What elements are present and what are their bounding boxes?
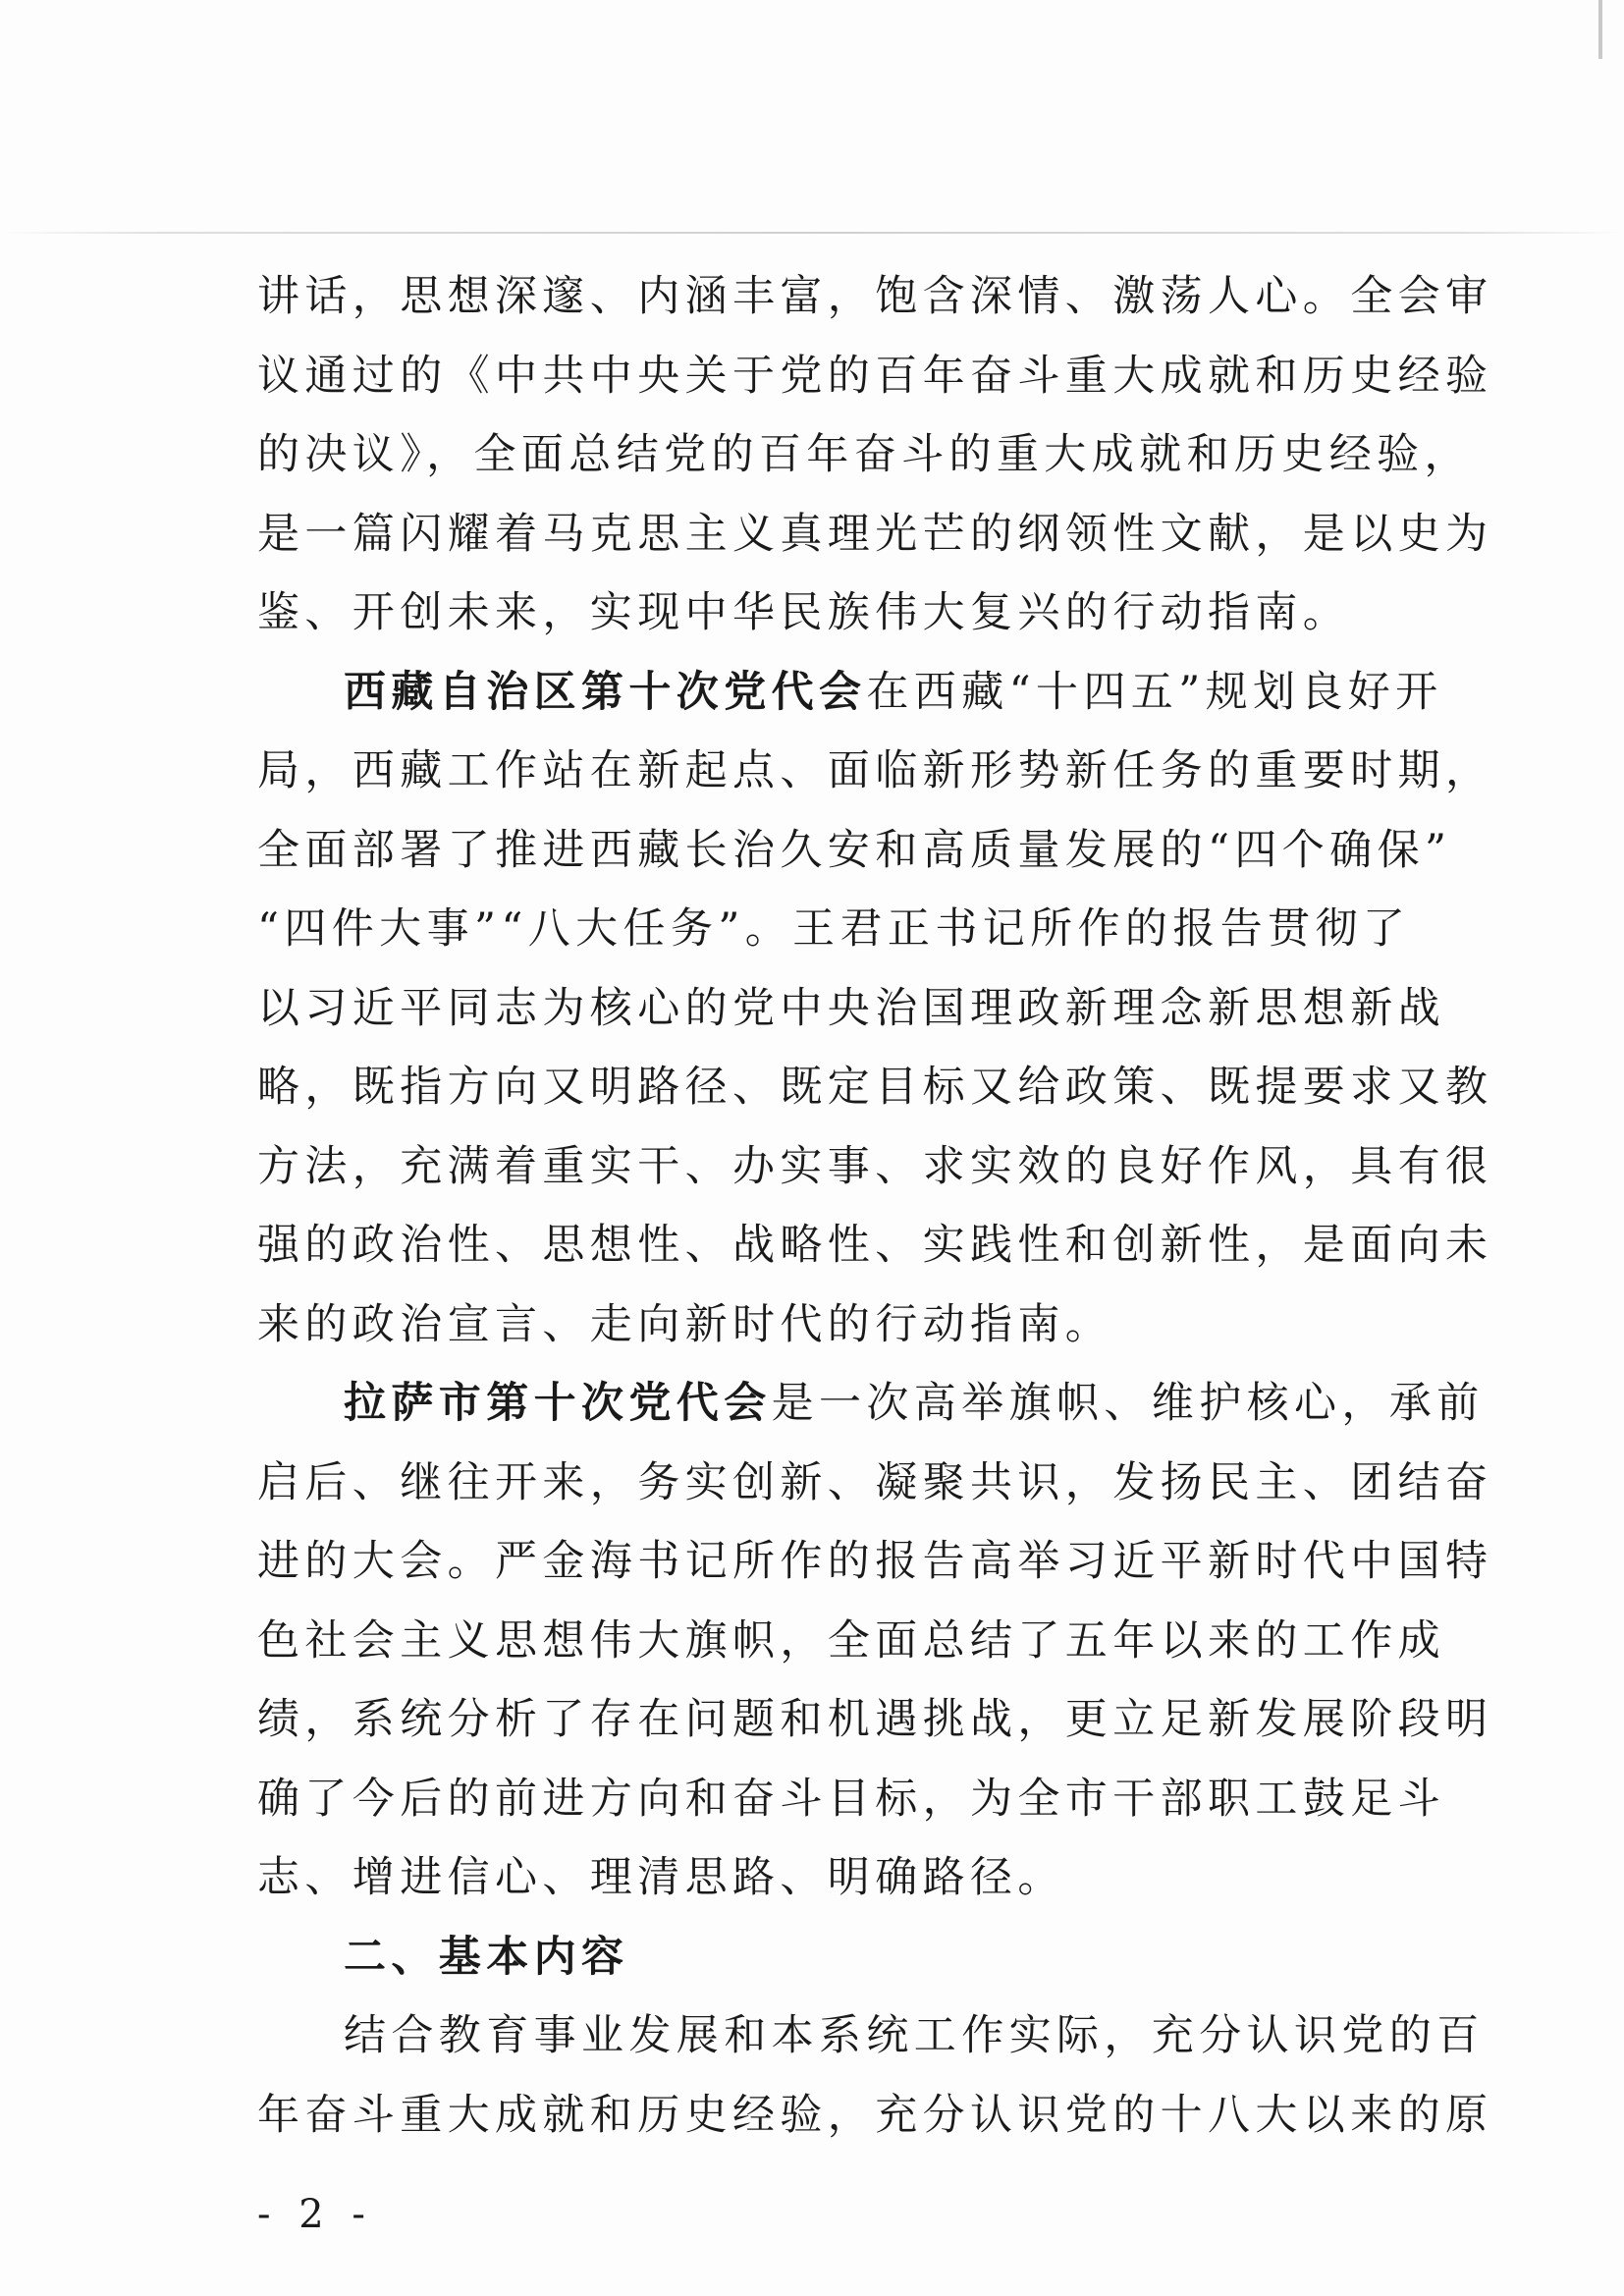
body-line: 全面部署了推进西藏长治久安和高质量发展的“四个确保” (257, 825, 1452, 875)
body-line: 以习近平同志为核心的党中央治国理政新理念新思想新战 (257, 983, 1445, 1033)
body-line: 强的政治性、思想性、战略性、实践性和创新性，是面向未 (257, 1221, 1493, 1270)
xizang-first-line-text: 在西藏“十四五”规划良好开 (866, 667, 1443, 717)
body-line: 志、增进信心、理清思路、明确路径。 (257, 1853, 1065, 1902)
body-line: 来的政治宣言、走向新时代的行动指南。 (257, 1299, 1113, 1349)
document-body (257, 257, 1493, 2155)
body-line: 是一篇闪耀着马克思主义真理光芒的纲领性文献，是以史为 (257, 509, 1493, 559)
lasa-congress-title: 拉萨市第十次党代会 (344, 1379, 772, 1428)
lasa-first-line-text: 是一次高举旗帜、维护核心，承前 (771, 1379, 1485, 1428)
body-line: 结合教育事业发展和本系统工作实际，充分认识党的百 (344, 2011, 1485, 2060)
body-line: 议通过的《中共中央关于党的百年奋斗重大成就和历史经验 (257, 351, 1493, 401)
paragraph-xizang-first-line (257, 653, 1443, 733)
body-line: 绩，系统分析了存在问题和机遇挑战，更立足新发展阶段明 (257, 1695, 1493, 1744)
body-line: 略，既指方向又明路径、既定目标又给政策、既提要求又教 (257, 1063, 1493, 1112)
body-line: 鉴、开创未来，实现中华民族伟大复兴的行动指南。 (257, 588, 1351, 637)
body-line: 方法，充满着重实干、办实事、求实效的良好作风，具有很 (257, 1141, 1493, 1191)
scan-edge-mark (1598, 0, 1602, 59)
body-line: 确了今后的前进方向和奋斗目标，为全市干部职工鼓足斗 (257, 1774, 1445, 1824)
body-line: 进的大会。严金海书记所作的报告高举习近平新时代中国特 (257, 1537, 1493, 1586)
body-line: 启后、继往开来，务实创新、凝聚共识，发扬民主、团结奋 (257, 1457, 1493, 1507)
body-line: “四件大事”“八大任务”。王君正书记所作的报告贯彻了 (257, 904, 1411, 954)
section-heading: 二、基本内容 (344, 1932, 629, 1982)
paragraph-lasa-first-line (257, 1364, 1485, 1444)
body-line: 色社会主义思想伟大旗帜，全面总结了五年以来的工作成 (257, 1615, 1445, 1666)
body-line: 讲话，思想深邃、内涵丰富，饱含深情、激荡人心。全会审 (257, 272, 1493, 321)
xizang-congress-title: 西藏自治区第十次党代会 (344, 667, 867, 717)
body-line: 局，西藏工作站在新起点、面临新形势新任务的重要时期， (257, 746, 1493, 795)
body-line: 年奋斗重大成就和历史经验，充分认识党的十八大以来的原 (257, 2090, 1493, 2140)
scan-divider (0, 232, 1624, 234)
body-line: 的决议》，全面总结党的百年奋斗的重大成就和历史经验， (257, 430, 1472, 479)
page-number: - 2 - (257, 2192, 373, 2237)
